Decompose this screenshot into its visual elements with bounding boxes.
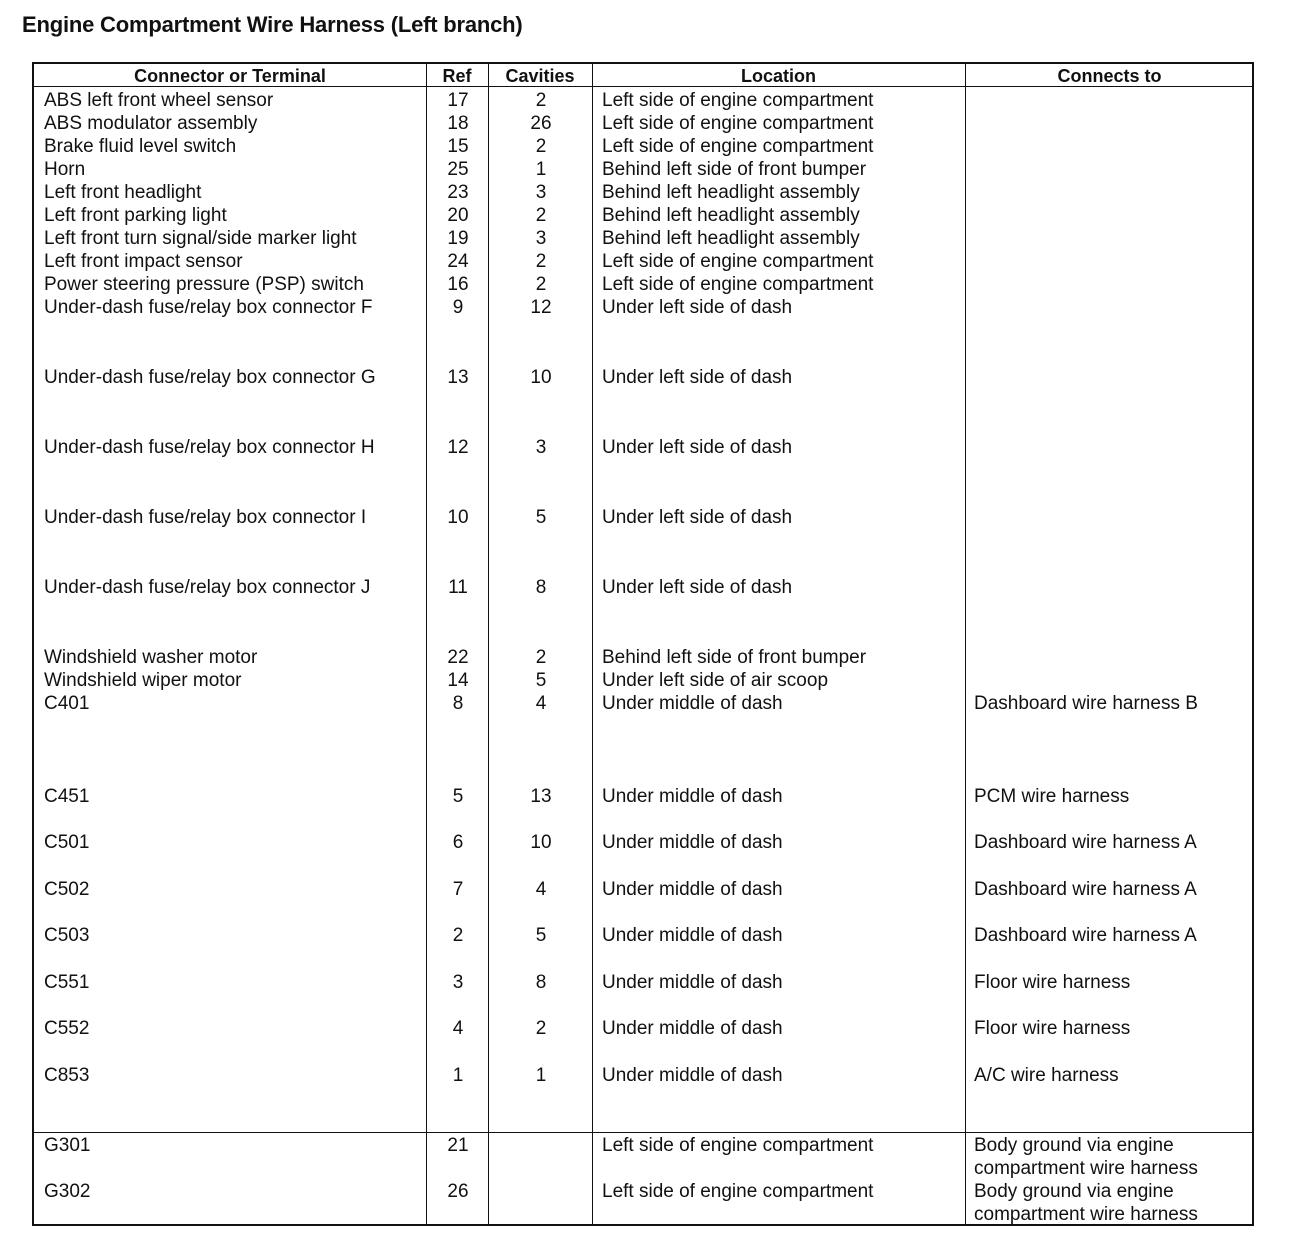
location-cell: Left side of engine compartment <box>602 274 874 295</box>
location-cell: Left side of engine compartment <box>602 136 874 157</box>
ref-cell: 22 <box>447 647 469 668</box>
cavities-cell: 2 <box>535 251 547 272</box>
connects-to-cell: PCM wire harness <box>974 786 1130 807</box>
connector-cell: C551 <box>44 972 90 993</box>
connector-cell: ABS left front wheel sensor <box>44 90 274 111</box>
location-cell: Under left side of air scoop <box>602 670 829 691</box>
ref-cell: 4 <box>452 1018 464 1039</box>
header-location: Location <box>741 66 816 86</box>
ref-cell: 2 <box>452 925 464 946</box>
location-cell: Behind left headlight assembly <box>602 228 860 249</box>
cavities-cell: 5 <box>535 507 547 528</box>
connects-to-cell: Floor wire harness <box>974 1018 1131 1039</box>
connector-cell: C401 <box>44 693 90 714</box>
cavities-cell: 5 <box>535 670 547 691</box>
column-divider <box>965 64 966 1224</box>
ref-cell: 21 <box>447 1135 469 1156</box>
connects-to-cell: Dashboard wire harness A <box>974 925 1197 946</box>
connector-cell: C502 <box>44 879 90 900</box>
cavities-cell: 1 <box>535 1065 547 1086</box>
column-divider <box>488 64 489 1224</box>
connector-cell: C503 <box>44 925 90 946</box>
ground-section-rule <box>34 1132 1252 1133</box>
cavities-cell: 10 <box>530 832 552 853</box>
cavities-cell: 4 <box>535 693 547 714</box>
connector-cell: C853 <box>44 1065 90 1086</box>
location-cell: Under middle of dash <box>602 879 783 900</box>
connector-cell: C552 <box>44 1018 90 1039</box>
cavities-cell: 8 <box>535 972 547 993</box>
cavities-cell: 8 <box>535 577 547 598</box>
ref-cell: 24 <box>447 251 469 272</box>
cavities-cell: 2 <box>535 136 547 157</box>
connector-cell: Left front turn signal/side marker light <box>44 228 357 249</box>
connector-cell: Left front impact sensor <box>44 251 243 272</box>
location-cell: Left side of engine compartment <box>602 113 874 134</box>
connector-cell: G302 <box>44 1181 91 1202</box>
cavities-cell: 3 <box>535 437 547 458</box>
connects-to-cell: Floor wire harness <box>974 972 1131 993</box>
location-cell: Under middle of dash <box>602 925 783 946</box>
ref-cell: 20 <box>447 205 469 226</box>
ref-cell: 5 <box>452 786 464 807</box>
cavities-cell: 1 <box>535 159 547 180</box>
cavities-cell: 5 <box>535 925 547 946</box>
connector-cell: Under-dash fuse/relay box connector G <box>44 367 376 388</box>
ref-cell: 12 <box>447 437 469 458</box>
connects-to-cell: Dashboard wire harness A <box>974 879 1197 900</box>
cavities-cell: 2 <box>535 274 547 295</box>
connector-cell: Windshield wiper motor <box>44 670 242 691</box>
ref-cell: 9 <box>452 297 464 318</box>
ref-cell: 14 <box>447 670 469 691</box>
header-connects-to: Connects to <box>1057 66 1162 86</box>
cavities-cell: 2 <box>535 205 547 226</box>
connector-cell: Left front parking light <box>44 205 227 226</box>
ref-cell: 19 <box>447 228 469 249</box>
location-cell: Left side of engine compartment <box>602 1135 874 1156</box>
connects-to-cell: Dashboard wire harness B <box>974 693 1198 714</box>
location-cell: Under left side of dash <box>602 507 793 528</box>
ref-cell: 7 <box>452 879 464 900</box>
location-cell: Under middle of dash <box>602 972 783 993</box>
connector-cell: Under-dash fuse/relay box connector I <box>44 507 367 528</box>
location-cell: Under middle of dash <box>602 832 783 853</box>
cavities-cell: 10 <box>530 367 552 388</box>
ref-cell: 17 <box>447 90 469 111</box>
connector-cell: G301 <box>44 1135 91 1156</box>
connector-cell: Under-dash fuse/relay box connector F <box>44 297 373 318</box>
ref-cell: 18 <box>447 113 469 134</box>
location-cell: Behind left headlight assembly <box>602 205 860 226</box>
connector-cell: Left front headlight <box>44 182 202 203</box>
cavities-cell: 4 <box>535 879 547 900</box>
cavities-cell: 2 <box>535 647 547 668</box>
connector-cell: Under-dash fuse/relay box connector J <box>44 577 371 598</box>
header-ref: Ref <box>442 66 472 86</box>
connector-cell: C501 <box>44 832 90 853</box>
ref-cell: 23 <box>447 182 469 203</box>
location-cell: Behind left headlight assembly <box>602 182 860 203</box>
column-divider <box>426 64 427 1224</box>
ref-cell: 15 <box>447 136 469 157</box>
ref-cell: 3 <box>452 972 464 993</box>
location-cell: Left side of engine compartment <box>602 1181 874 1202</box>
header-cavities: Cavities <box>505 66 575 86</box>
ref-cell: 6 <box>452 832 464 853</box>
connects-to-cell: Dashboard wire harness A <box>974 832 1197 853</box>
location-cell: Behind left side of front bumper <box>602 647 867 668</box>
location-cell: Under middle of dash <box>602 1065 783 1086</box>
connects-to-cell: Body ground via engine compartment wire harness <box>974 1181 1198 1225</box>
cavities-cell: 13 <box>530 786 552 807</box>
location-cell: Under middle of dash <box>602 1018 783 1039</box>
header-connector: Connector or Terminal <box>134 66 326 86</box>
ref-cell: 8 <box>452 693 464 714</box>
cavities-cell: 26 <box>530 113 552 134</box>
cavities-cell: 3 <box>535 182 547 203</box>
connects-to-cell: Body ground via engine compartment wire harness <box>974 1135 1198 1179</box>
location-cell: Left side of engine compartment <box>602 90 874 111</box>
page-title: Engine Compartment Wire Harness (Left branch) <box>22 12 523 37</box>
harness-table <box>32 62 1254 1226</box>
ref-cell: 13 <box>447 367 469 388</box>
cavities-cell: 12 <box>530 297 552 318</box>
ref-cell: 11 <box>448 577 468 598</box>
location-cell: Left side of engine compartment <box>602 251 874 272</box>
location-cell: Under middle of dash <box>602 786 783 807</box>
location-cell: Under left side of dash <box>602 367 793 388</box>
ref-cell: 1 <box>452 1065 464 1086</box>
ref-cell: 10 <box>447 507 469 528</box>
column-divider <box>592 64 593 1224</box>
connector-cell: C451 <box>44 786 90 807</box>
cavities-cell: 3 <box>535 228 547 249</box>
location-cell: Under left side of dash <box>602 577 793 598</box>
location-cell: Under middle of dash <box>602 693 783 714</box>
connector-cell: Power steering pressure (PSP) switch <box>44 274 364 295</box>
connector-cell: Brake fluid level switch <box>44 136 237 157</box>
cavities-cell: 2 <box>535 90 547 111</box>
ref-cell: 16 <box>447 274 469 295</box>
connector-cell: Windshield washer motor <box>44 647 258 668</box>
connects-to-cell: A/C wire harness <box>974 1065 1119 1086</box>
location-cell: Behind left side of front bumper <box>602 159 867 180</box>
ref-cell: 26 <box>447 1181 469 1202</box>
cavities-cell: 2 <box>535 1018 547 1039</box>
location-cell: Under left side of dash <box>602 297 793 318</box>
connector-cell: Horn <box>44 159 86 180</box>
location-cell: Under left side of dash <box>602 437 793 458</box>
ref-cell: 25 <box>447 159 469 180</box>
connector-cell: ABS modulator assembly <box>44 113 258 134</box>
connector-cell: Under-dash fuse/relay box connector H <box>44 437 375 458</box>
